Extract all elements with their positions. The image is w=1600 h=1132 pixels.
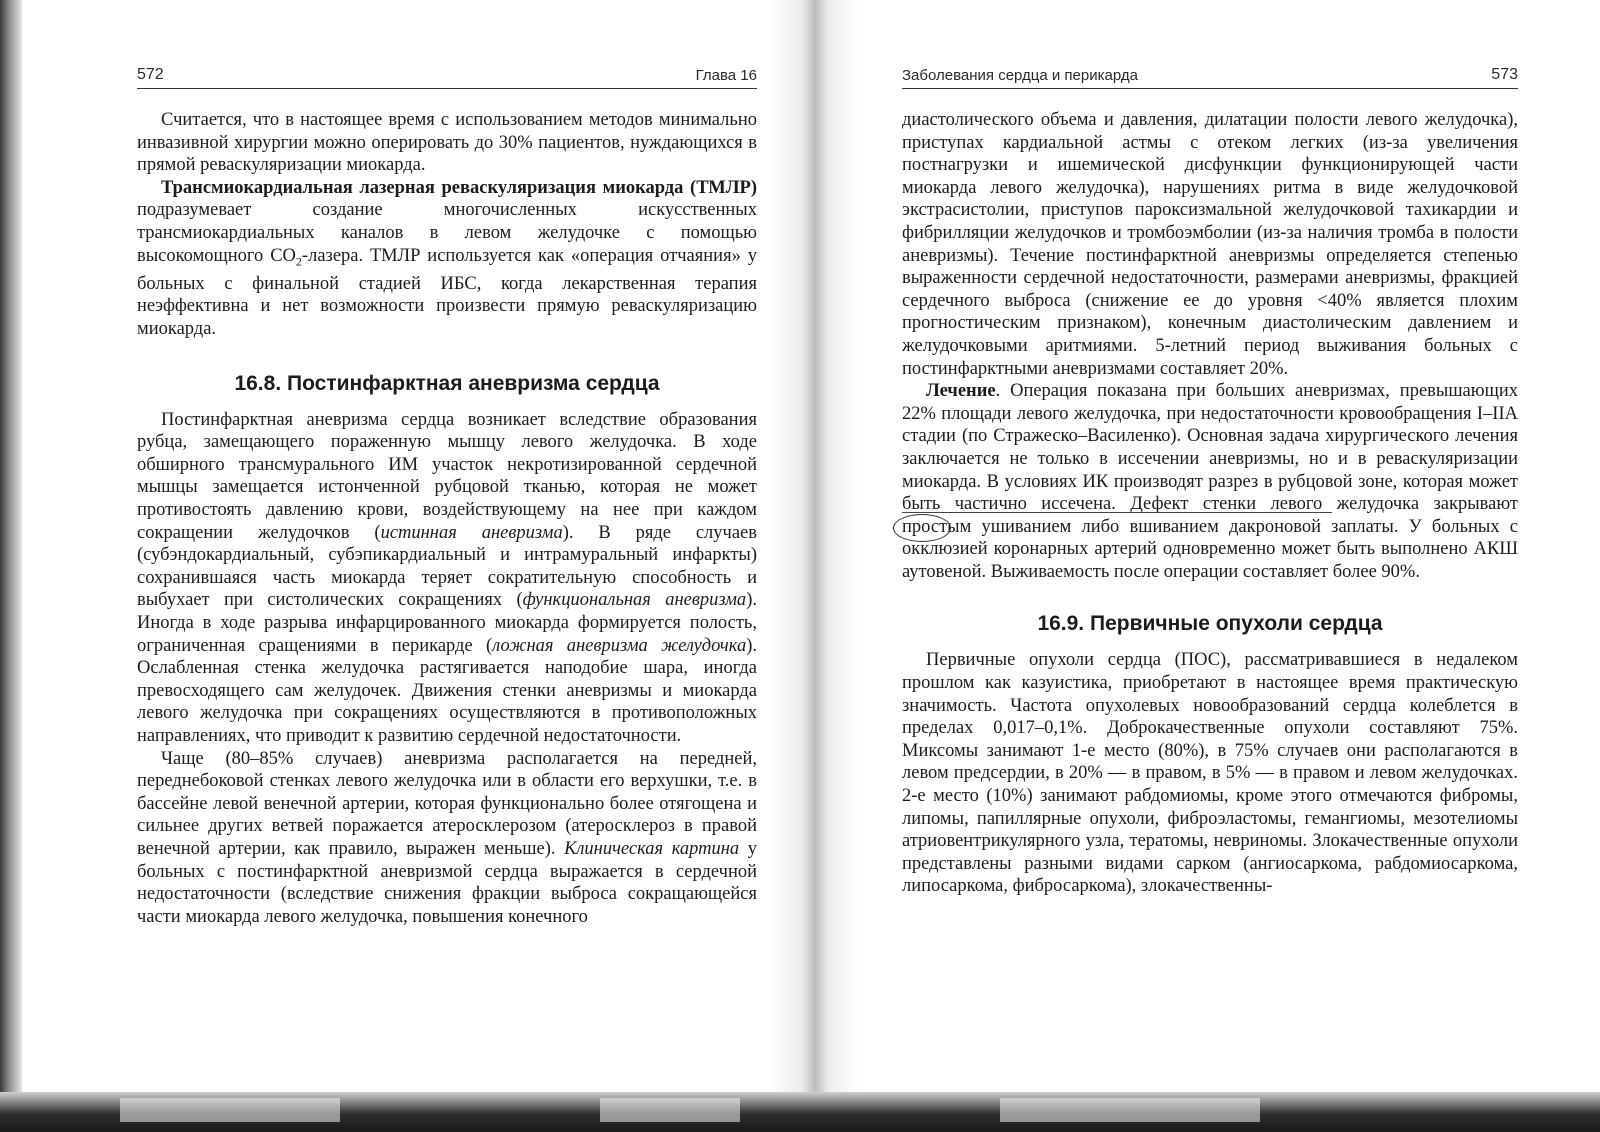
right-page-number: 573	[1491, 66, 1518, 83]
left-paragraph-4-text-b: у больных с постинфарктной аневризмой сердца выражается в сердечной недостаточности (вследствие снижения фракции выброса сокращающейся части миокарда левого желудочка, повышения конечного	[137, 838, 757, 927]
right-paragraph-1: диастолического объема и давления, дилатации полости левого желудочка), приступах кардиальной астмы с отеком легких (из-за увеличения постнагрузки и ишемической дисфункции функционирующей части миокарда левого желудочка), нарушениях ритма в виде желудочковой экстрасистолии, приступов пароксизмальной желудочковой тахикардии и фибрилляции желудочков и тромбоэмболии (из-за наличия тромба в полости аневризмы). Течение постинфарктной аневризмы определяется степенью выраженности сердечной недостаточности, размерами аневризмы, фракцией сердечного выброса (снижение ее до уровня <40% является плохим прогностическим признаком), конечным диастолическим давлением и желудочковыми аритмиями. 5-летний период выживания больных с постинфарктными аневризмами составляет 20%.	[902, 110, 1518, 379]
pen-circle-mark	[893, 514, 951, 542]
scan-streak	[1000, 1098, 1260, 1122]
left-paragraph-2-text-a: подразумевает создание многочисленных искусственных трансмиокардиальных каналов в левом желудочке с помощью высокомощного СО	[137, 200, 757, 266]
right-paragraph-2-text: . Операция показана при больших аневризмах, превышающих 22% площади левого желудочка, при недостаточности кровообращения I–IIА стадии (по Стражеско–Василенко). Основная задача хирургического лечения заключается не только в иссечении аневризмы, но и в реваскуляризации миокарда. В условиях ИК производят разрез в рубцовой зоне, которая может быть частично иссечена. Дефект стенки левого желудочка закрывают простым ушиванием либо вшиванием дакроновой заплаты. У больных с окклюзией коронарных артерий одновременно может быть выполнено АКШ аутовеной. Выживаемость после операции составляет более 90%.	[902, 381, 1518, 582]
scan-streak	[120, 1098, 340, 1122]
section-heading-16-9: 16.9. Первичные опухоли сердца	[1037, 612, 1383, 636]
italic-true-aneurysm: истинная аневризма	[380, 522, 563, 543]
left-paragraph-2-text-b: -лазера. ТМЛР используется как «операция отчаяния» у больных с финальной стадией ИБС, когда лекарственная терапия неэффективна и нет возможности произвести прямую реваскуляризацию миокарда.	[137, 245, 757, 340]
italic-false-aneurysm: ложная аневризма желудочка	[492, 635, 747, 656]
right-paragraph-3: Первичные опухоли сердца (ПОС), рассматривавшиеся в недалеком прошлом как казуистика, приобретают в настоящее время практическую значимость. Частота опухолевых новообразований сердца колеблется в пределах 0,017–0,1%. Доброкачественные опухоли составляют 75%. Миксомы занимают 1-е место (80%), в 75% случаев они располагаются в левом предсердии, в 20% — в правом, в 5% — в правом и левом желудочках. 2-е место (10%) занимают рабдомиомы, кроме этого отмечаются фибромы, липомы, папиллярные опухоли, фиброэластомы, гемангиомы, мезотелиомы атриовентрикулярного узла, тератомы, невриномы. Злокачественные опухоли представлены разными видами сарком (ангиосаркома, рабдомиосаркома, липосаркома, фибросаркома), злокачественны-	[902, 650, 1518, 897]
left-running-head	[137, 58, 757, 89]
left-paragraph-1: Считается, что в настоящее время с использованием методов минимально инвазивной хирургии можно оперировать до 30% пациентов, нуждающихся в прямой реваскуляризации миокарда.	[137, 110, 757, 176]
right-running-head	[902, 58, 1518, 89]
treatment-term: Лечение	[926, 381, 996, 402]
right-paragraph-2	[902, 380, 1518, 583]
left-paragraph-3	[137, 409, 757, 748]
left-paragraph-4-text-a: Чаще (80–85% случаев) аневризма располагается на передней, переднебоковой стенках левого желудочка или в области его верхушки, т.е. в бассейне левой венечной артерии, которая функционально более отягощена и сильнее других ветвей поражается атеросклерозом (атеросклероз в правой венечной артерии, как правило, выражен меньше).	[137, 748, 757, 859]
left-paragraph-3-text-a: Постинфарктная аневризма сердца возникает вследствие образования рубца, замещающего пораженную мышцу левого желудочка. В ходе обширного трансмурального ИМ участок некротизированной сердечной мышцы замещается истонченной рубцовой тканью, которая не может противостоять давлению крови, воздействующему на нее при каждом сокращении желудочков (	[137, 409, 757, 543]
italic-clinical-picture: Клиническая картина	[564, 838, 740, 859]
right-chapter-title: Заболевания сердца и перикарда	[902, 67, 1138, 84]
page-edge-shadow	[0, 0, 22, 1132]
left-paragraph-4	[137, 748, 757, 929]
left-page-number: 572	[137, 66, 164, 83]
pen-underline-mark	[902, 512, 1332, 513]
right-page	[902, 58, 1518, 898]
left-page	[137, 58, 757, 928]
left-paragraph-3-text-d: ). Ослабленная стенка желудочка растягивается наподобие шара, иногда превосходящего сам желудочек. Движения стенки аневризмы и миокарда левого желудочка при сокращениях осуществляются в противоположных направлениях, что приводит к развитию сердечной недостаточности.	[137, 635, 757, 746]
left-paragraph-2	[137, 177, 757, 341]
left-paragraph-3-text-c: ). Иногда в ходе разрыва инфарцированного миокарда формируется полость, ограниченная сращениями в перикарде (	[137, 590, 757, 656]
italic-functional-aneurysm: функциональная аневризма	[522, 590, 747, 611]
scan-streak	[600, 1098, 740, 1122]
left-paragraph-3-text-b: ). В ряде случаев (субэндокардиальный, субэпикардиальный и интрамуральный инфаркты) сохранившаяся часть миокарда теряет сократительную способность и выбухает при систолических сокращениях (	[137, 522, 757, 611]
left-chapter-title: Глава 16	[695, 67, 757, 84]
section-heading-16-8: 16.8. Постинфарктная аневризма сердца	[234, 371, 660, 395]
book-gutter	[770, 0, 860, 1132]
scan-bottom-edge	[0, 1092, 1600, 1132]
co2-subscript: 2	[295, 254, 302, 269]
tmlr-term: Трансмиокардиальная лазерная реваскуляризация миокарда (ТМЛР)	[161, 177, 757, 198]
